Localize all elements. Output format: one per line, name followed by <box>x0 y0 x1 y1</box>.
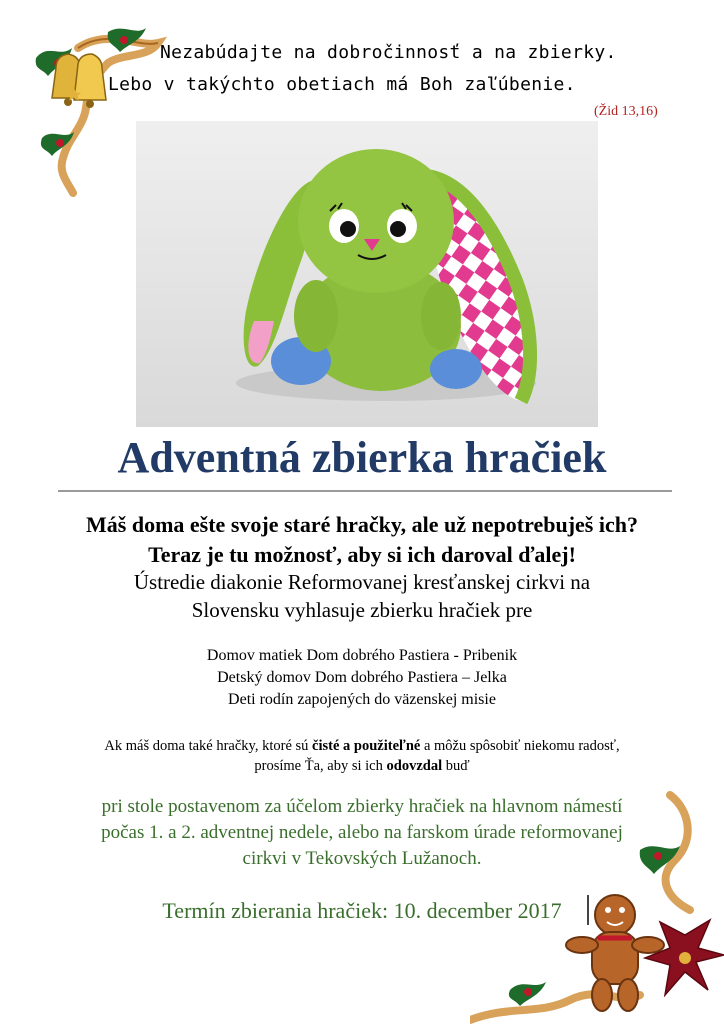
poinsettia-icon <box>645 920 724 995</box>
title-divider <box>58 490 672 492</box>
ask-text: a môžu spôsobiť niekomu radosť, <box>420 738 620 754</box>
intro-line-3: Ústredie diakonie Reformovanej kresťanskej cirkvi na <box>133 570 591 594</box>
gingerbread-poinsettia-ornament <box>470 790 724 1024</box>
bell-icon <box>52 54 106 108</box>
ask-text: buď <box>442 758 470 774</box>
verse-line-2: Lebo v takýchto obetiach má Boh zaľúbenie. <box>108 74 576 95</box>
recipient-item: Detský domov Dom dobrého Pastiera – Jelka <box>217 669 507 686</box>
ask-text: Ak máš doma také hračky, ktoré sú <box>104 738 313 754</box>
verse-reference: (Žid 13,16) <box>594 104 658 119</box>
verse-line-1: Nezabúdajte na dobročinnosť a na zbierky. <box>160 42 617 63</box>
place-line-1: pri stole postavenom za účelom zbierky hračiek na hlavnom námestí <box>101 796 623 817</box>
plush-bunny-photo <box>136 121 598 427</box>
page-title: Adventná zbierka hračiek <box>117 433 607 482</box>
deadline-text: Termín zbierania hračiek: 10. december 2017 <box>162 898 562 923</box>
ask-line-1 <box>0 738 724 755</box>
place-line-3: cirkvi v Tekovských Lužanoch. <box>242 848 482 869</box>
recipient-item: Domov matiek Dom dobrého Pastiera - Pribenik <box>206 647 518 664</box>
intro-question: Máš doma ešte svoje staré hračky, ale už nepotrebuješ ich? <box>86 512 638 537</box>
intro-offer: Teraz je tu možnosť, aby si ich daroval ďalej! <box>148 542 576 567</box>
ask-line-2 <box>0 758 724 775</box>
intro-line-4: Slovensku vyhlasuje zbierku hračiek pre <box>191 598 533 622</box>
ask-emphasis: čisté a použiteľné <box>312 738 421 754</box>
place-line-2: počas 1. a 2. adventnej nedele, alebo na farskom úrade reformovanej <box>101 822 623 843</box>
ask-text: prosíme Ťa, aby si ich <box>254 758 387 774</box>
recipient-item: Deti rodín zapojených do väzenskej misie <box>228 691 496 708</box>
ask-emphasis: odovzdal <box>386 758 443 774</box>
